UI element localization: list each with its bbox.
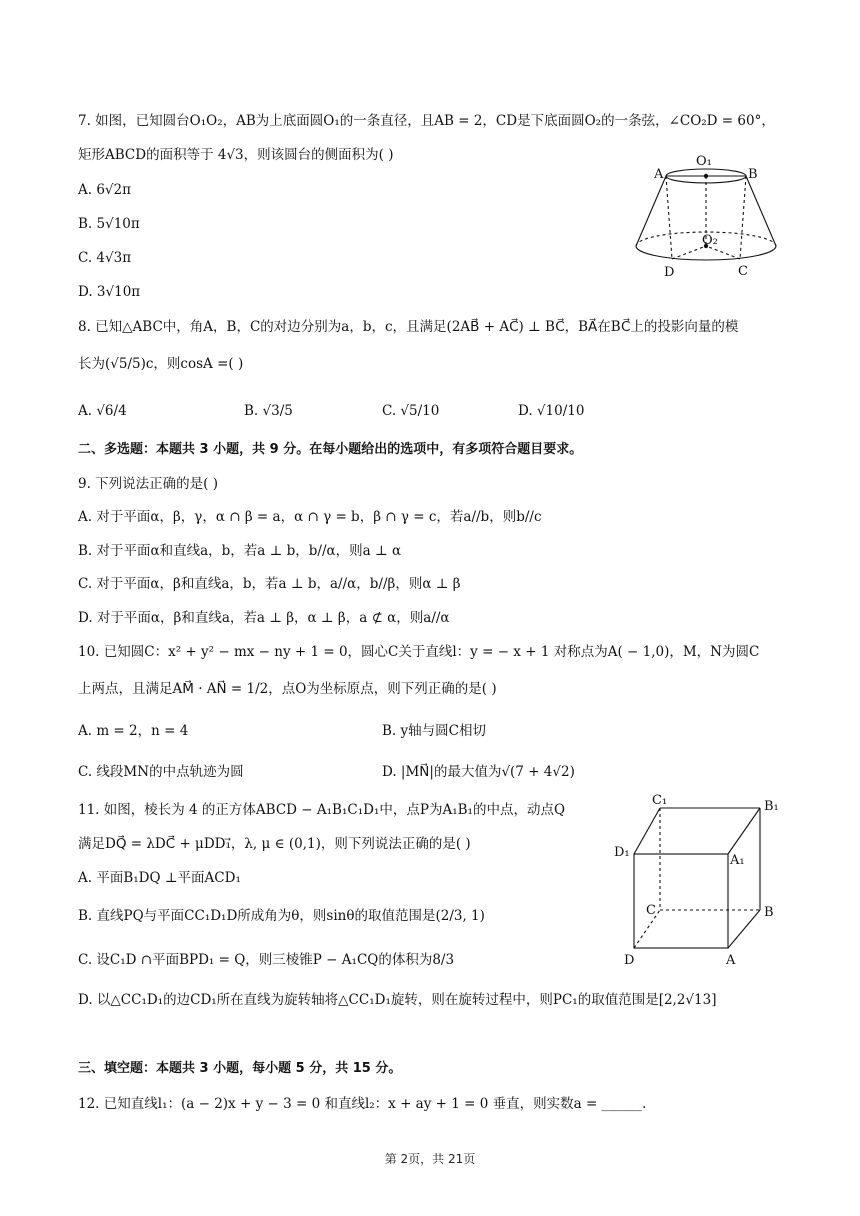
cube-label-b: B bbox=[764, 905, 774, 920]
cube-label-a1: A₁ bbox=[730, 853, 745, 868]
q9-option-b: B. 对于平面α和直线a，b，若a ⊥ b，b//α，则a ⊥ α bbox=[78, 543, 402, 559]
q11-stem-line2: 满足DQ⃗ = λDC⃗ + μDD₁⃗，λ, μ ∈ (0,1)，则下列说法正确的是( ) bbox=[78, 836, 471, 852]
cube-label-c1: C₁ bbox=[652, 793, 668, 808]
q11-option-c: C. 设C₁D ∩平面BPD₁ = Q，则三棱锥P − A₁CQ的体积为8/3 bbox=[78, 952, 455, 968]
q7-option-d: D. 3√10π bbox=[78, 284, 141, 300]
frustum-label-c: C bbox=[738, 264, 748, 279]
q11-option-d: D. 以△CC₁D₁的边CD₁所在直线为旋转轴将△CC₁D₁旋转，则在旋转过程中，则PC₁的取值范围是[2,2√13] bbox=[78, 992, 717, 1008]
section-fill-in-heading: 三、填空题：本题共 3 小题，每小题 5 分，共 15 分。 bbox=[78, 1061, 402, 1076]
q8-option-b: B. √3/5 bbox=[244, 403, 293, 419]
q7-option-a: A. 6√2π bbox=[78, 182, 131, 198]
q9-stem: 9. 下列说法正确的是( ) bbox=[78, 476, 218, 492]
q10-option-a: A. m = 2，n = 4 bbox=[78, 723, 189, 739]
cube-label-d1: D₁ bbox=[614, 845, 630, 860]
q8-stem-line2: 长为(√5/5)c，则cosA =( ) bbox=[78, 356, 244, 372]
q8-option-d: D. √10/10 bbox=[518, 403, 585, 419]
q8-option-a: A. √6/4 bbox=[78, 403, 127, 419]
q11-option-a: A. 平面B₁DQ ⊥平面ACD₁ bbox=[78, 870, 241, 886]
q8-option-c: C. √5/10 bbox=[382, 403, 440, 419]
q7-stem-line2: 矩形ABCD的面积等于 4√3，则该圆台的侧面积为( ) bbox=[78, 147, 394, 163]
frustum-figure bbox=[626, 148, 786, 282]
frustum-label-b: B bbox=[748, 167, 758, 182]
q10-option-b: B. y轴与圆C相切 bbox=[382, 723, 486, 739]
q12-stem: 12. 已知直线l₁：(a − 2)x + y − 3 = 0 和直线l₂：x + ay + 1 = 0 垂直，则实数a = ______. bbox=[78, 1096, 647, 1112]
q8-stem-line1: 8. 已知△ABC中，角A，B，C的对边分别为a，b，c，且满足(2AB⃗ + AC⃗) ⊥ BC⃗，BA⃗在BC⃗上的投影向量的模 bbox=[78, 319, 739, 335]
cube-label-a: A bbox=[726, 953, 736, 968]
q10-stem-line1: 10. 已知圆C：x² + y² − mx − ny + 1 = 0，圆心C关于直线l：y = − x + 1 对称点为A( − 1,0)，M，N为圆C bbox=[78, 644, 760, 660]
page-footer: 第 2页，共 21页 bbox=[384, 1152, 476, 1166]
q7-option-c: C. 4√3π bbox=[78, 250, 132, 266]
frustum-label-o2: O₂ bbox=[702, 233, 718, 248]
cube-label-c: C bbox=[646, 903, 656, 918]
q7-option-b: B. 5√10π bbox=[78, 216, 140, 232]
cube-label-b1: B₁ bbox=[764, 799, 779, 814]
frustum-label-d: D bbox=[664, 265, 675, 280]
q9-option-d: D. 对于平面α，β和直线a，若a ⊥ β，α ⊥ β，a ⊄ α，则a//α bbox=[78, 610, 450, 626]
q11-stem-line1: 11. 如图，棱长为 4 的正方体ABCD − A₁B₁C₁D₁中，点P为A₁B₁的中点，动点Q bbox=[78, 802, 566, 818]
cube-label-d: D bbox=[624, 953, 635, 968]
q9-option-a: A. 对于平面α，β，γ，α ∩ β = a，α ∩ γ = b，β ∩ γ = c，若a//b，则b//c bbox=[78, 509, 542, 525]
q10-stem-line2: 上两点，且满足AM⃗ · AN⃗ = 1/2，点O为坐标原点，则下列正确的是( ) bbox=[78, 681, 497, 697]
q9-option-c: C. 对于平面α，β和直线a，b，若a ⊥ b，a//α，b//β，则α ⊥ β bbox=[78, 576, 461, 592]
q10-option-d: D. |MN⃗|的最大值为√(7 + 4√2) bbox=[382, 764, 575, 780]
q10-option-c: C. 线段MN的中点轨迹为圆 bbox=[78, 764, 244, 780]
q7-stem-line1: 7. 如图，已知圆台O₁O₂，AB为上底面圆O₁的一条直径，且AB = 2，CD是下底面圆O₂的一条弦，∠CO₂D = 60°， bbox=[78, 113, 775, 129]
cube-figure bbox=[608, 792, 792, 970]
frustum-label-o1: O₁ bbox=[696, 154, 712, 169]
frustum-label-a: A bbox=[654, 167, 664, 182]
section-multiple-choice-heading: 二、多选题：本题共 3 小题，共 9 分。在每小题给出的选项中，有多项符合题目要求。 bbox=[78, 442, 583, 457]
q11-option-b: B. 直线PQ与平面CC₁D₁D所成角为θ，则sinθ的取值范围是(2/3, 1) bbox=[78, 908, 485, 924]
